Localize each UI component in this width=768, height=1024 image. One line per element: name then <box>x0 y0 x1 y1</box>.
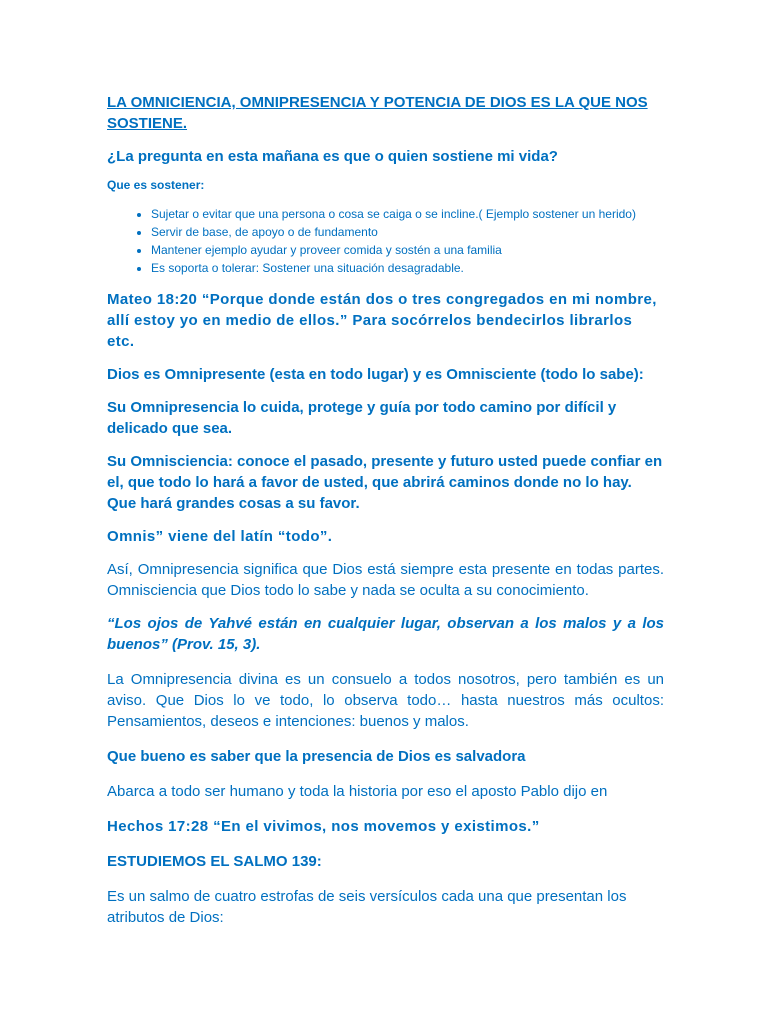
salmo-paragraph: Es un salmo de cuatro estrofas de seis versículos cada una que presentan los atributos de Dios: <box>107 888 627 926</box>
asi-paragraph: Así, Omnipresencia significa que Dios está siempre esta presente en todas partes. Omnisciencia que Dios todo lo sabe y nada se oculta a su conocimiento. <box>107 561 664 599</box>
omnis-paragraph: Omnis” viene del latín “todo”. <box>107 528 333 545</box>
definition-item: • Mantener ejemplo ayudar y proveer comida y sostén a una familia <box>151 241 664 259</box>
definition-list <box>107 205 664 277</box>
definition-item: • Servir de base, de apoyo o de fundamento <box>151 223 664 241</box>
definition-heading: Que es sostener: <box>107 178 205 192</box>
hechos-paragraph: Hechos 17:28 “En el vivimos, nos movemos y existimos.” <box>107 818 540 835</box>
consuelo-paragraph: La Omnipresencia divina es un consuelo a todos nosotros, pero también es un aviso. Que Dios lo ve todo, lo observa todo… hasta nuestros más ocultos: Pensamientos, deseos e intenciones: buenos y malos. <box>107 671 664 730</box>
omnipresencia-paragraph: Su Omnipresencia lo cuida, protege y guía por todo camino por difícil y delicado que sea. <box>107 399 617 437</box>
document-title: LA OMNICIENCIA, OMNIPRESENCIA Y POTENCIA DE DIOS ES LA QUE NOS SOSTIENE. <box>107 94 648 132</box>
definition-item: • Sujetar o evitar que una persona o cosa se caiga o se incline.( Ejemplo sostener un herido) <box>151 205 664 223</box>
mateo-paragraph: Mateo 18:20 “Porque donde están dos o tres congregados en mi nombre, allí estoy yo en medio de ellos.” Para socórrelos bendecirlos librarlos etc. <box>107 291 657 350</box>
que-bueno-paragraph: Que bueno es saber que la presencia de Dios es salvadora <box>107 748 526 765</box>
dios-omnipresente-paragraph: Dios es Omnipresente (esta en todo lugar) y es Omnisciente (todo lo sabe): <box>107 366 644 383</box>
opening-question: ¿La pregunta en esta mañana es que o quien sostiene mi vida? <box>107 148 558 165</box>
omnisciencia-paragraph: Su Omnisciencia: conoce el pasado, presente y futuro usted puede confiar en el, que todo lo hará a favor de usted, que abrirá caminos donde no lo hay. Que hará grandes cosas a su favor. <box>107 453 663 512</box>
abarca-paragraph: Abarca a todo ser humano y toda la historia por eso el aposto Pablo dijo en <box>107 783 608 800</box>
estudiemos-heading: ESTUDIEMOS EL SALMO 139: <box>107 853 322 870</box>
definition-item: • Es soporta o tolerar: Sostener una situación desagradable. <box>151 259 664 277</box>
proverbs-quote: “Los ojos de Yahvé están en cualquier lugar, observan a los malos y a los buenos” (Prov. 15, 3). <box>107 615 664 653</box>
